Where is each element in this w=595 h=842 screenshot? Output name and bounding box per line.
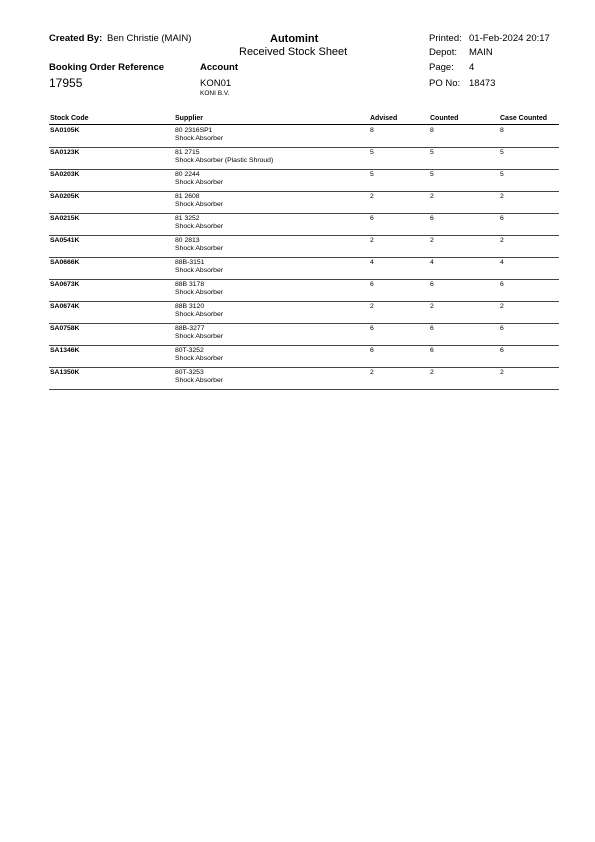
sheet-title: Received Stock Sheet — [239, 46, 348, 58]
stock-code: SA0215K — [50, 215, 80, 222]
account-name: KONI B.V. — [200, 90, 230, 97]
advised-qty: 2 — [370, 369, 374, 376]
counted-qty: 8 — [430, 127, 434, 134]
supplier-code: 80 2813 — [175, 237, 200, 244]
supplier-code: 88B 3178 — [175, 281, 205, 288]
item-description: Shock Absorber — [175, 245, 223, 252]
booking-ref-label: Booking Order Reference — [49, 62, 165, 73]
item-description: Shock Absorber — [175, 377, 223, 384]
counted-qty: 4 — [430, 259, 434, 266]
case-counted-qty: 6 — [500, 215, 504, 222]
depot-value: MAIN — [469, 47, 493, 58]
item-description: Shock Absorber — [175, 135, 223, 142]
page-label: Page: — [429, 62, 454, 73]
booking-ref-value: 17955 — [49, 76, 83, 90]
supplier-code: 80T-3253 — [175, 369, 204, 376]
table-row — [49, 191, 559, 214]
col-header-advised: Advised — [370, 115, 398, 122]
printed-value: 01-Feb-2024 20:17 — [469, 33, 550, 44]
case-counted-qty: 2 — [500, 237, 504, 244]
case-counted-qty: 4 — [500, 259, 504, 266]
stock-code: SA1346K — [50, 347, 80, 354]
advised-qty: 6 — [370, 347, 374, 354]
supplier-code: 88B-3151 — [175, 259, 205, 266]
table-row — [49, 125, 559, 148]
supplier-code: 81 2608 — [175, 193, 200, 200]
table-row — [49, 279, 559, 302]
advised-qty: 6 — [370, 281, 374, 288]
stock-code: SA0673K — [50, 281, 80, 288]
table-row — [49, 213, 559, 236]
item-description: Shock Absorber — [175, 289, 223, 296]
advised-qty: 2 — [370, 193, 374, 200]
item-description: Shock Absorber — [175, 267, 223, 274]
printed-label: Printed: — [429, 33, 462, 44]
col-header-stock-code: Stock Code — [50, 115, 89, 122]
advised-qty: 5 — [370, 171, 374, 178]
depot-label: Depot: — [429, 47, 457, 58]
counted-qty: 5 — [430, 171, 434, 178]
stock-code: SA0105K — [50, 127, 80, 134]
supplier-code: 81 3252 — [175, 215, 200, 222]
advised-qty: 4 — [370, 259, 374, 266]
table-row — [49, 169, 559, 192]
counted-qty: 2 — [430, 193, 434, 200]
advised-qty: 5 — [370, 149, 374, 156]
table-row — [49, 147, 559, 170]
counted-qty: 6 — [430, 347, 434, 354]
col-header-case-counted: Case Counted — [500, 115, 548, 122]
created-by-value: Ben Christie (MAIN) — [107, 33, 192, 44]
supplier-code: 88B 3120 — [175, 303, 205, 310]
supplier-code: 80T-3252 — [175, 347, 204, 354]
item-description: Shock Absorber — [175, 355, 223, 362]
table-row — [49, 235, 559, 258]
counted-qty: 2 — [430, 303, 434, 310]
item-description: Shock Absorber — [175, 223, 223, 230]
advised-qty: 2 — [370, 237, 374, 244]
stock-code: SA0758K — [50, 325, 80, 332]
item-description: Shock Absorber — [175, 333, 223, 340]
case-counted-qty: 2 — [500, 303, 504, 310]
case-counted-qty: 5 — [500, 171, 504, 178]
stock-code: SA0541K — [50, 237, 80, 244]
case-counted-qty: 8 — [500, 127, 504, 134]
table-row — [49, 257, 559, 280]
item-description: Shock Absorber (Plastic Shroud) — [175, 157, 274, 164]
case-counted-qty: 6 — [500, 281, 504, 288]
case-counted-qty: 5 — [500, 149, 504, 156]
account-label: Account — [200, 62, 238, 73]
supplier-code: 81 2715 — [175, 149, 200, 156]
table-row — [49, 345, 559, 368]
counted-qty: 6 — [430, 325, 434, 332]
stock-code: SA0666K — [50, 259, 80, 266]
po-label: PO No: — [429, 78, 461, 89]
stock-code: SA0674K — [50, 303, 80, 310]
supplier-code: 80 2316SP1 — [175, 127, 213, 134]
created-by-label: Created By: — [49, 33, 103, 44]
case-counted-qty: 6 — [500, 347, 504, 354]
advised-qty: 6 — [370, 215, 374, 222]
table-row — [49, 323, 559, 346]
page-value: 4 — [469, 62, 475, 73]
col-header-counted: Counted — [430, 115, 459, 122]
case-counted-qty: 2 — [500, 369, 504, 376]
counted-qty: 6 — [430, 281, 434, 288]
supplier-code: 80 2244 — [175, 171, 200, 178]
advised-qty: 8 — [370, 127, 374, 134]
counted-qty: 2 — [430, 237, 434, 244]
col-header-supplier: Supplier — [175, 115, 204, 122]
item-description: Shock Absorber — [175, 201, 223, 208]
stock-code: SA0205K — [50, 193, 80, 200]
advised-qty: 2 — [370, 303, 374, 310]
table-row — [49, 301, 559, 324]
company-name: Automint — [270, 33, 319, 45]
stock-code: SA0123K — [50, 149, 80, 156]
supplier-code: 88B-3277 — [175, 325, 205, 332]
case-counted-qty: 6 — [500, 325, 504, 332]
counted-qty: 6 — [430, 215, 434, 222]
table-row — [49, 367, 559, 390]
account-code: KON01 — [200, 78, 232, 89]
po-value: 18473 — [469, 78, 496, 89]
counted-qty: 5 — [430, 149, 434, 156]
stock-code: SA1350K — [50, 369, 80, 376]
item-description: Shock Absorber — [175, 179, 223, 186]
counted-qty: 2 — [430, 369, 434, 376]
stock-code: SA0203K — [50, 171, 80, 178]
case-counted-qty: 2 — [500, 193, 504, 200]
item-description: Shock Absorber — [175, 311, 223, 318]
advised-qty: 6 — [370, 325, 374, 332]
